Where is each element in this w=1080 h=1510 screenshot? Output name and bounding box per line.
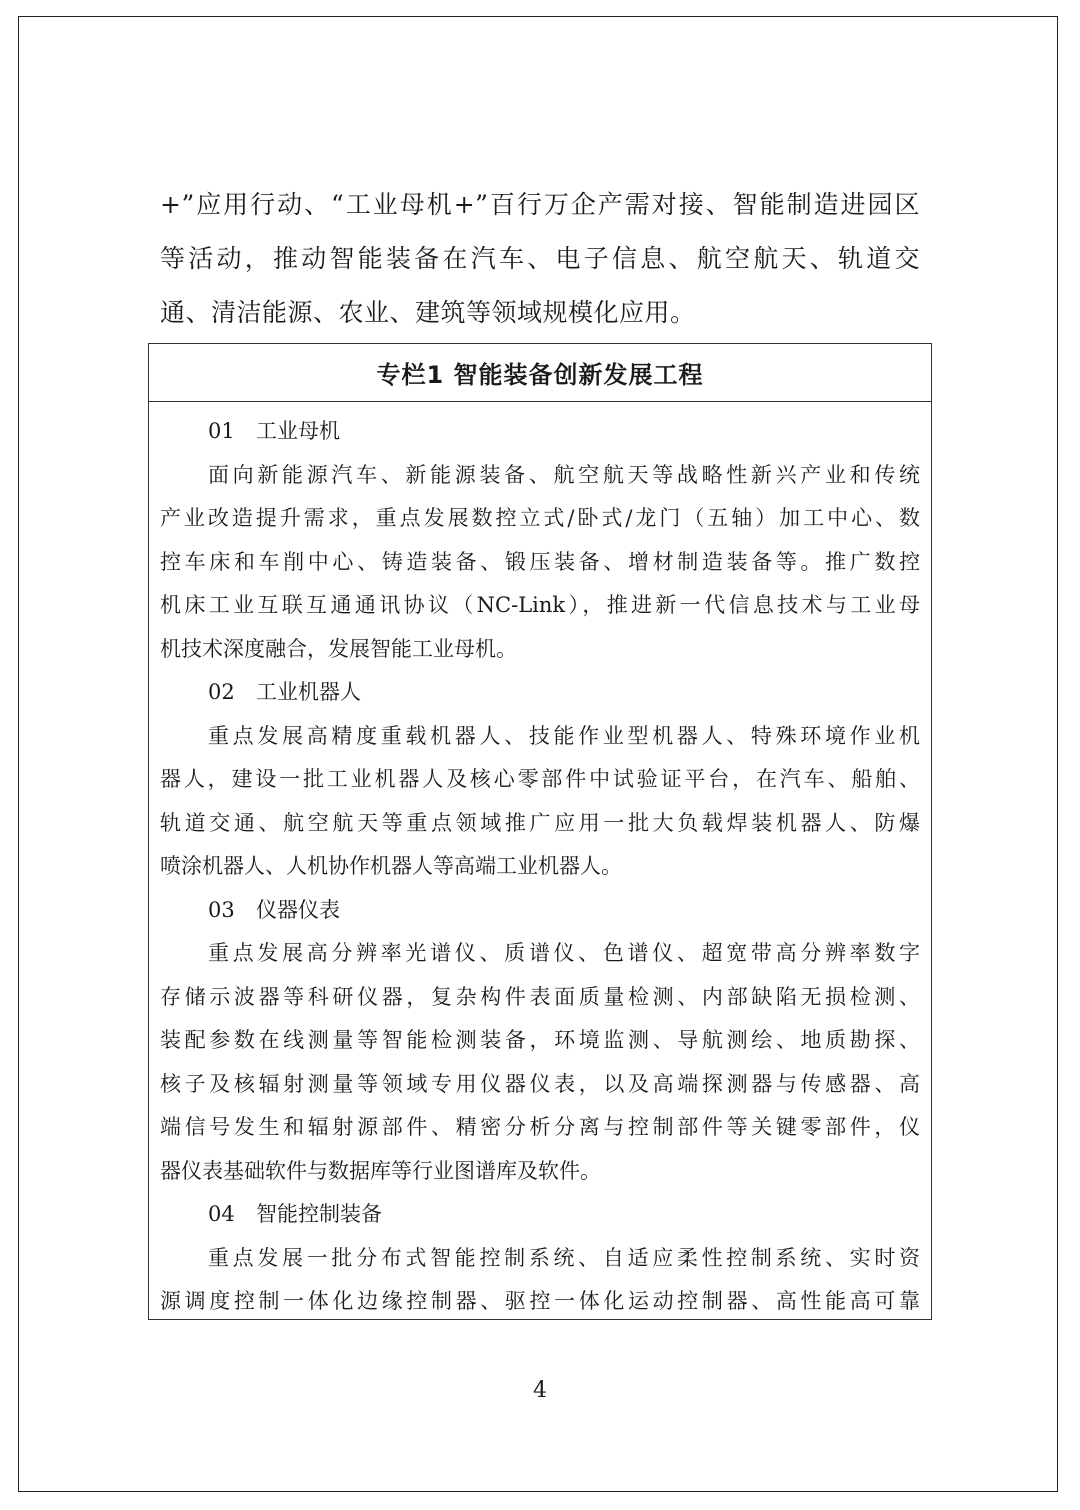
section-title: 仪器仪表 bbox=[256, 897, 340, 922]
section-number: 03 bbox=[208, 897, 235, 922]
page-number: 4 bbox=[533, 1378, 547, 1403]
box-title: 专栏1 智能装备创新发展工程 bbox=[149, 344, 931, 402]
feature-box bbox=[148, 343, 932, 1320]
body-line: 器人，建设一批工业机器人及核心零部件中试验证平台，在汽车、船舶、 bbox=[160, 767, 920, 791]
section-number: 02 bbox=[208, 680, 235, 704]
body-line: 控车床和车削中心、铸造装备、锻压装备、增材制造装备等。推广数控 bbox=[160, 549, 920, 574]
body-line: 端信号发生和辐射源部件、精密分析分离与控制部件等关键零部件，仪 bbox=[160, 1115, 920, 1139]
body-line: 重点发展高分辨率光谱仪、质谱仪、色谱仪、超宽带高分辨率数字 bbox=[208, 941, 920, 965]
section-title: 工业母机 bbox=[256, 419, 340, 443]
body-line: 机技术深度融合，发展智能工业母机。 bbox=[160, 636, 517, 661]
intro-line: 通、清洁能源、农业、建筑等领域规模化应用。 bbox=[160, 298, 696, 327]
section-heading bbox=[160, 410, 920, 454]
body-line: 装配参数在线测量等智能检测装备，环境监测、导航测绘、地质勘探、 bbox=[160, 1028, 920, 1052]
body-line: 机床工业互联互通通讯协议（NC-Link），推进新一代信息技术与工业母 bbox=[160, 593, 920, 617]
body-line: 源调度控制一体化边缘控制器、驱控一体化运动控制器、高性能高可靠 bbox=[160, 1289, 920, 1313]
intro-line: 等活动，推动智能装备在汽车、电子信息、航空航天、轨道交 bbox=[160, 244, 920, 273]
section-number: 01 bbox=[208, 419, 235, 443]
section-heading bbox=[160, 1193, 920, 1237]
body-line: 核子及核辐射测量等领域专用仪器仪表，以及高端探测器与传感器、高 bbox=[160, 1071, 920, 1096]
body-line: 重点发展高精度重载机器人、技能作业型机器人、特殊环境作业机 bbox=[208, 723, 920, 748]
section-number: 04 bbox=[208, 1202, 235, 1226]
body-line: 重点发展一批分布式智能控制系统、自适应柔性控制系统、实时资 bbox=[208, 1245, 920, 1270]
intro-paragraph bbox=[160, 178, 920, 340]
body-line: 面向新能源汽车、新能源装备、航空航天等战略性新兴产业和传统 bbox=[208, 462, 920, 487]
body-line: 产业改造提升需求，重点发展数控立式/卧式/龙门（五轴）加工中心、数 bbox=[160, 506, 920, 530]
body-line: 器仪表基础软件与数据库等行业图谱库及软件。 bbox=[160, 1158, 601, 1183]
box-body bbox=[149, 402, 931, 1320]
body-line: 喷涂机器人、人机协作机器人等高端工业机器人。 bbox=[160, 854, 622, 878]
body-line: 存储示波器等科研仪器，复杂构件表面质量检测、内部缺陷无损检测、 bbox=[160, 984, 920, 1009]
section-heading bbox=[160, 889, 920, 933]
section-title: 工业机器人 bbox=[256, 680, 361, 704]
body-line: 轨道交通、航空航天等重点领域推广应用一批大负载焊装机器人、防爆 bbox=[160, 810, 920, 835]
section-heading bbox=[160, 671, 920, 715]
section-title: 智能控制装备 bbox=[256, 1202, 382, 1226]
intro-line: +”应用行动、“工业母机+”百行万企产需对接、智能制造进园区 bbox=[160, 190, 920, 219]
